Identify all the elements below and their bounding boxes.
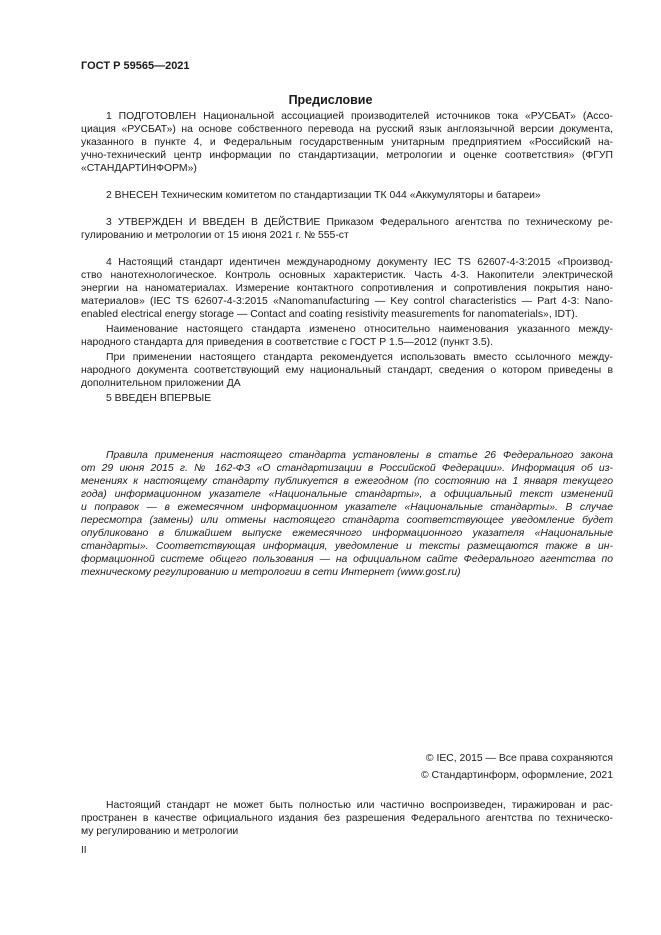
text-line: формационной системе общего пользования — на официальном сайте Федерального агентства по [81,554,613,565]
text-line: дополнительном приложении ДА [81,378,241,389]
text-line: гулированию и метрологии от 15 июня 2021 г. № 555-ст [81,230,349,241]
text-line: от 29 июня 2015 г. № 162-ФЗ «О стандартизации в Российской Федерации». Информация об из- [81,463,613,474]
copyright-standartinform: © Стандартинформ, оформление, 2021 [420,770,613,781]
text-line: При применении настоящего стандарта рекомендуется использовать вместо ссылочного между- [106,352,613,363]
text-line: 3 УТВЕРЖДЕН И ВВЕДЕН В ДЕЙСТВИЕ Приказом Федерального агентства по техническому ре- [106,217,613,228]
text-line: Правила применения настоящего стандарта установлены в статье 26 Федерального закона [106,450,613,461]
text-line: пространен в качестве официального издания без разрешения Федерального агентства по техническо- [81,813,613,824]
text-line: ство нанотехнологическое. Контроль основных характеристик. Часть 4-3. Накопители электрической [81,270,613,281]
text-line: материалов» (IEC TS 62607-4-3:2015 «Nanomanufacturing — Key control characteristics — Part 4-3: Nano- [81,296,613,307]
text-line: му регулированию и метрологии [81,826,239,837]
text-line: «СТАНДАРТИНФОРМ») [81,163,197,174]
text-line: 1 ПОДГОТОВЛЕН Национальной ассоциацией производителей источников тока «РУСБАТ» (Ассо- [106,111,613,122]
text-line: и поправок — в ежемесячном информационном указателе «Национальные стандарты». В случае [81,502,613,513]
text-line: менениях к настоящему стандарту публикуется в ежегодном (по состоянию на 1 января текущего [81,476,613,487]
text-line: 2 ВНЕСЕН Техническим комитетом по стандартизации ТК 044 «Аккумуляторы и батареи» [106,190,541,201]
text-line: техническому регулированию и метрологии в сети Интернет (www.gost.ru) [81,567,461,578]
standard-code: ГОСТ Р 59565—2021 [81,60,190,72]
text-line: опубликовано в ближайшем выпуске ежемесячного информационного указателя «Национальные [81,528,613,539]
text-line: 5 ВВЕДЕН ВПЕРВЫЕ [106,393,212,404]
text-line: enabled electrical energy storage — Contact and coating resistivity measurements for nanomaterials», IDT). [81,309,578,320]
text-line: указанного в пункте 4, и Федеральным государственным унитарным предприятием «Российский на- [81,137,613,148]
text-line: Настоящий стандарт не может быть полностью или частично воспроизведен, тиражирован и рас- [106,800,613,811]
text-line: стандарты». Соответствующая информация, уведомление и тексты размещаются также в ин- [81,541,613,552]
text-line: циация «РУСБАТ») на основе собственного перевода на русский язык англоязычной версии документа, [81,124,613,135]
text-line: учно-технический центр информации по стандартизации, метрологии и оценке соответствия» (ФГУП [81,150,613,161]
text-line: пересмотра (замены) или отмены настоящего стандарта соответствующее уведомление будет [81,515,613,526]
text-line: года) информационном указателе «Национальные стандарты», а официальный текст изменений [81,489,613,500]
text-line: Наименование настоящего стандарта изменено относительно наименования указанного между- [106,324,613,335]
text-line: народного документа соответствующий ему национальный стандарт, сведения о котором приведены в [81,365,613,376]
page-number: II [81,845,87,856]
text-line: 4 Настоящий стандарт идентичен международному документу IEC TS 62607-4-3:2015 «Производ- [106,257,613,268]
page-title: Предисловие [288,93,373,107]
text-line: энергии на наноматериалах. Измерение контактного сопротивления и сопротивления покрытия нано- [81,283,613,294]
copyright-iec: © IEC, 2015 — Все права сохраняются [425,753,613,764]
text-line: народного стандарта для приведения в соответствие с ГОСТ Р 1.5—2012 (пункт 3.5). [81,337,494,348]
